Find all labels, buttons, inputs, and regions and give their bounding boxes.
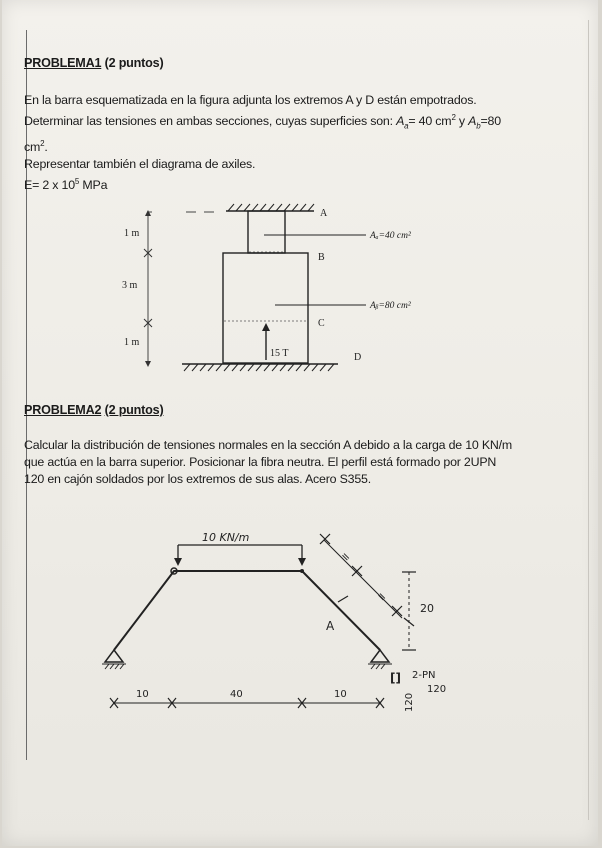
load-arrowhead-right	[298, 558, 306, 566]
dim-20-label: 20	[420, 602, 434, 615]
frame-members	[114, 571, 380, 650]
profile-line1: 2-PN	[412, 670, 436, 681]
dim-40: 40	[230, 689, 243, 700]
diagonal-ticks	[320, 534, 402, 616]
problem2-line1: Calcular la distribución de tensiones normales en la sección A debido a la carga de 10 KN/m	[24, 438, 513, 452]
period: .	[44, 139, 48, 154]
problem2-points: (2 puntos)	[104, 403, 164, 417]
profile-line2: 120	[427, 684, 447, 695]
area-a-value: = 40 cm	[408, 114, 452, 129]
dim-mid-label: 3 m	[122, 280, 138, 291]
exam-page	[2, 0, 598, 846]
load-label: 10 KN/m	[202, 531, 250, 544]
dim-10-left: 10	[136, 689, 149, 700]
problem1-line2-text: Determinar las tensiones en ambas secciones, cuyas superficies son:	[24, 114, 397, 129]
problem1-line4: Representar también el diagrama de axiles.	[24, 156, 256, 171]
left-support	[105, 650, 123, 662]
area-a-symbol: A	[396, 114, 405, 129]
point-c-label: C	[318, 318, 325, 329]
section-a-label: A	[326, 619, 335, 633]
problem1-points: (2 puntos)	[104, 56, 164, 70]
section-a-mark	[338, 596, 348, 602]
problem1-title: PROBLEMA1	[24, 56, 102, 70]
cm-sup: 2	[40, 138, 45, 148]
right-support	[371, 650, 389, 662]
area-b-value: =80	[480, 114, 501, 129]
left-support-hatch	[102, 664, 126, 669]
load-arrowhead-left	[174, 558, 182, 566]
dim-top-label: 1 m	[124, 228, 140, 239]
point-b-label: B	[318, 252, 325, 263]
sym-mark-2: =	[373, 588, 390, 605]
dim-10-right: 10	[334, 689, 347, 700]
and-word: y	[455, 114, 469, 129]
cm-unit: cm	[24, 139, 41, 154]
profile-icon: []	[390, 671, 401, 685]
knee-joint-right	[300, 569, 304, 573]
area-a-label: Aₐ=40 cm²	[370, 231, 411, 241]
force-label: 15 T	[270, 348, 289, 359]
modulus-unit: MPa	[79, 178, 108, 193]
vertical-dim-tick	[404, 618, 414, 626]
area-a-sub: a	[404, 121, 409, 131]
area-b-label: Aᵦ=80 cm²	[370, 301, 411, 311]
point-d-label: D	[354, 352, 362, 363]
sym-mark-1: =	[337, 548, 354, 565]
area-b-symbol: A	[468, 114, 477, 129]
problem1-line1: En la barra esquematizada en la figura adjunta los extremos A y D están empotrados.	[24, 93, 477, 107]
point-a-label: A	[320, 208, 328, 219]
area-b-sub: b	[476, 121, 481, 131]
modulus-exponent: 5	[74, 177, 80, 186]
problem2-line2: que actúa en la barra superior. Posicionar la fibra neutra. El perfil está formado por 2UPN	[24, 455, 497, 469]
problem2-title: PROBLEMA2	[24, 403, 102, 417]
problem2-figure	[2, 0, 598, 846]
area-a-sup: 2	[451, 113, 456, 122]
dim-bot-label: 1 m	[124, 337, 140, 348]
right-support-hatch	[368, 664, 392, 669]
profile-rotated: 120	[404, 692, 415, 712]
problem2-line3: 120 en cajón soldados por los extremos de sus alas. Acero S355.	[24, 472, 371, 486]
modulus-prefix: E= 2 x 10	[24, 178, 75, 193]
